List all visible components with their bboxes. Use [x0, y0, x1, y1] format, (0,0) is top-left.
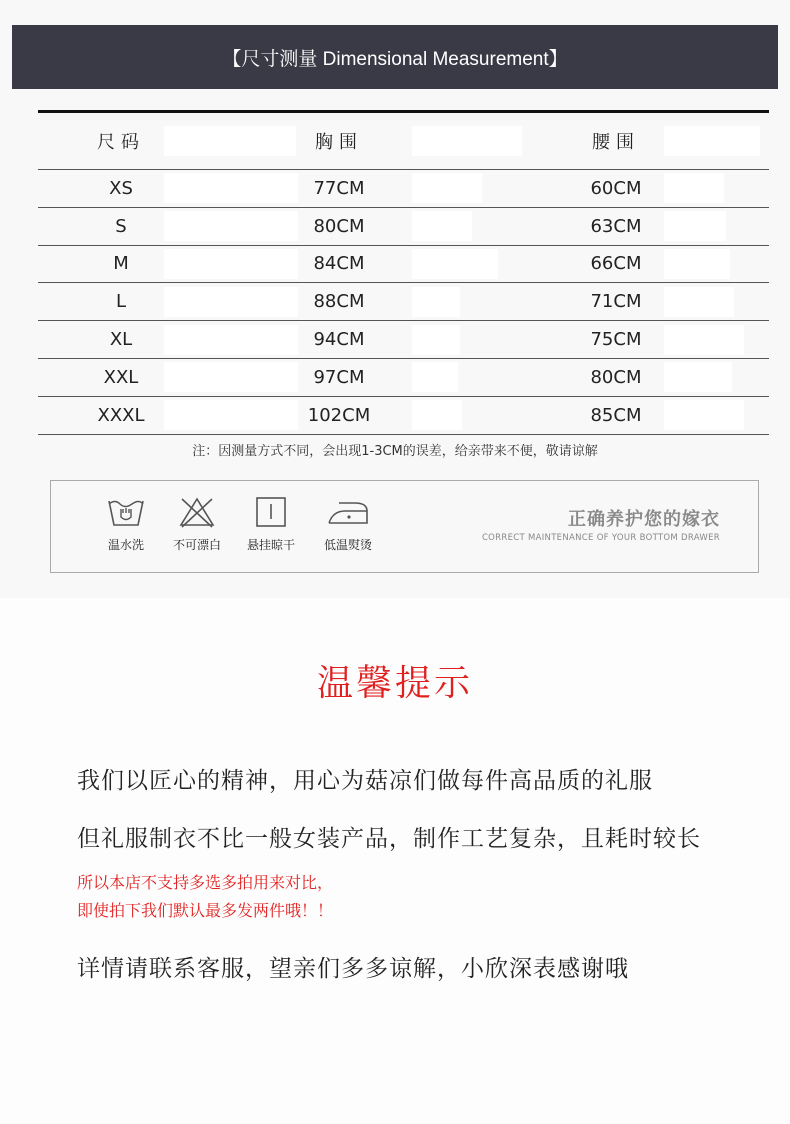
size-table [38, 110, 769, 435]
low-iron-icon [325, 495, 371, 529]
table-row [38, 397, 769, 435]
table-row [38, 359, 769, 397]
row-waist: 66CM [590, 253, 642, 275]
care-title: 正确养护您的嫁衣 [568, 509, 720, 530]
row-chest: 102CM [307, 404, 371, 426]
row-size: L [115, 291, 127, 313]
tips-line-3: 详情请联系客服，望亲们多多谅解，小欣深表感谢哦 [77, 956, 629, 982]
row-waist: 71CM [590, 291, 642, 313]
header-chest: 胸围 [315, 132, 363, 153]
row-waist: 80CM [590, 366, 642, 388]
table-row [38, 246, 769, 284]
tips-line-2: 但礼服制衣不比一般女装产品，制作工艺复杂，且耗时较长 [77, 826, 701, 852]
row-waist: 75CM [590, 329, 642, 351]
row-waist: 63CM [590, 215, 642, 237]
row-chest: 88CM [313, 291, 365, 313]
table-row [38, 170, 769, 208]
hang-dry-icon [251, 495, 291, 529]
banner-title: 【尺寸测量 Dimensional Measurement】 [222, 48, 568, 70]
row-waist: 85CM [590, 404, 642, 426]
row-chest: 94CM [313, 329, 365, 351]
header-size: 尺码 [97, 132, 145, 153]
care-item-bleach [157, 495, 237, 553]
no-bleach-icon [177, 495, 217, 529]
tips-red-line-2: 即使拍下我们默认最多发两件哦！！ [77, 901, 334, 920]
care-instructions [50, 480, 759, 573]
row-chest: 97CM [313, 366, 365, 388]
measurement-note: 注：因测量方式不同，会出现1-3CM的误差，给亲带来不便，敬请谅解 [192, 444, 598, 459]
row-size: XXXL [97, 404, 145, 426]
row-size: XXL [103, 366, 139, 388]
row-chest: 84CM [313, 253, 365, 275]
warm-wash-icon [106, 495, 146, 529]
tips-red-line-1: 所以本店不支持多选多拍用来对比， [77, 873, 334, 892]
care-subtitle: CORRECT MAINTENANCE OF YOUR BOTTOM DRAWER [481, 533, 720, 543]
tips-title: 温馨提示 [316, 663, 473, 704]
row-waist: 60CM [590, 177, 642, 199]
table-row [38, 283, 769, 321]
row-chest: 80CM [313, 215, 365, 237]
table-header-row [38, 113, 769, 170]
row-size: XL [109, 329, 133, 351]
care-item-wash [86, 495, 166, 553]
row-size: M [113, 253, 129, 275]
care-label: 悬挂晾干 [246, 538, 295, 552]
tips-line-1: 我们以匠心的精神，用心为菇凉们做每件高品质的礼服 [77, 768, 653, 794]
header-waist: 腰围 [592, 132, 640, 153]
care-item-dry [231, 495, 311, 553]
table-row [38, 208, 769, 246]
row-size: XS [109, 177, 133, 199]
table-row [38, 321, 769, 359]
care-item-iron [308, 495, 388, 553]
size-banner [12, 25, 778, 89]
care-label: 低温熨烫 [323, 538, 372, 552]
row-size: S [115, 215, 127, 237]
row-chest: 77CM [313, 177, 365, 199]
care-label: 不可漂白 [172, 538, 221, 552]
care-label: 温水洗 [107, 538, 144, 552]
